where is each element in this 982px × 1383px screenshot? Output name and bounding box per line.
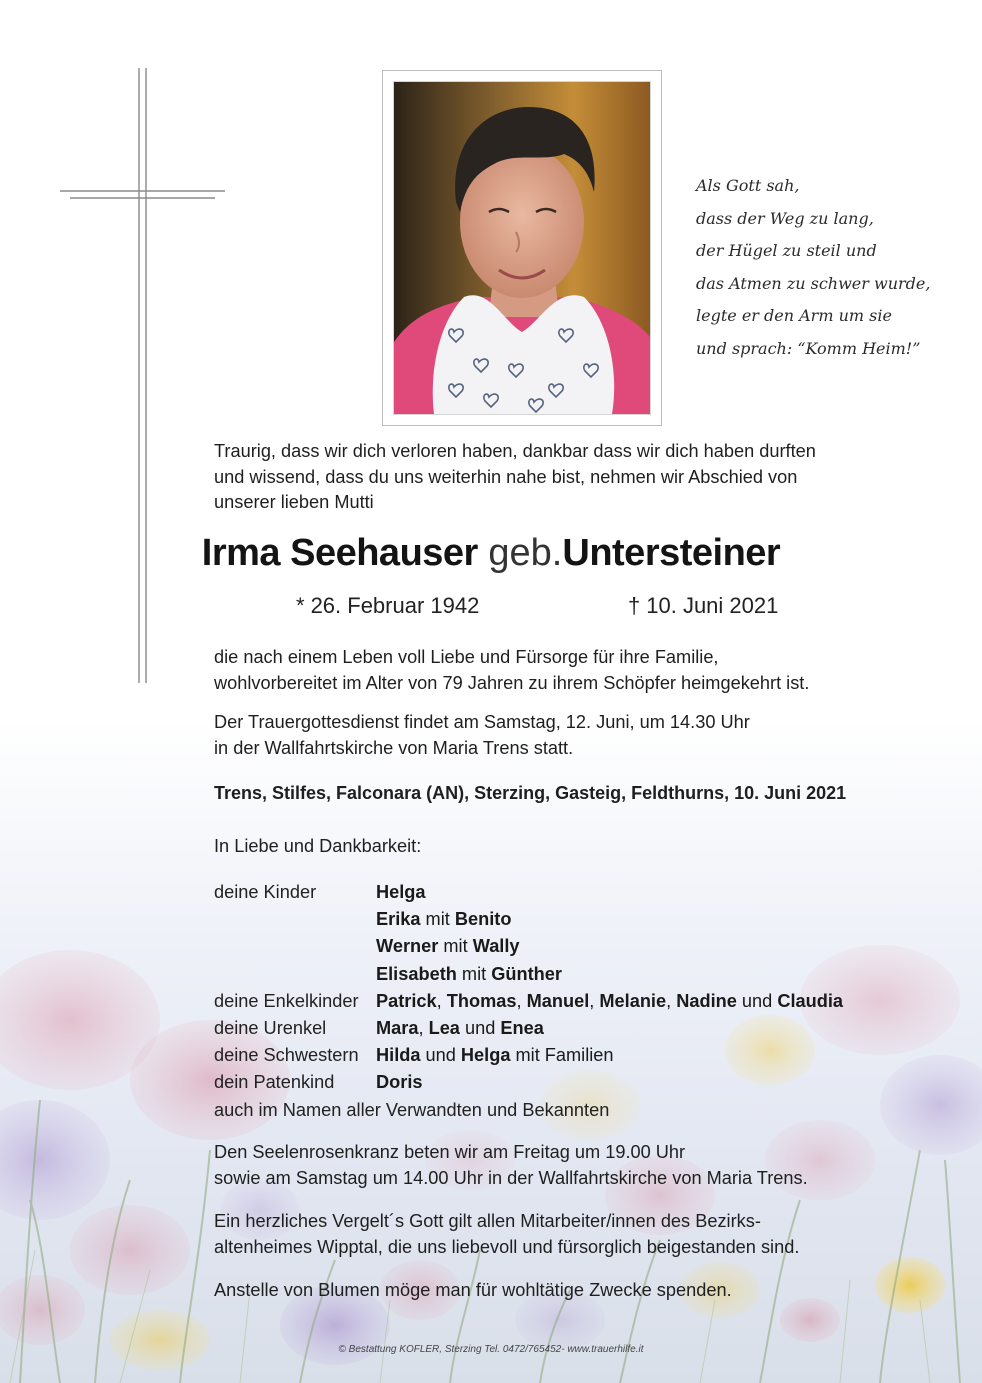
thanks-heading: In Liebe und Dankbarkeit:: [214, 836, 422, 856]
mourner-names: Werner mit Wally: [376, 936, 520, 957]
maiden-name: Untersteiner: [562, 532, 781, 574]
funeral-service-text: [214, 710, 750, 761]
relatives-note: auch im Namen aller Verwandten und Bekannten: [214, 1099, 610, 1120]
gratitude-line: altenheimes Wipptal, die uns liebevoll und fürsorglich beigestanden sind.: [214, 1236, 800, 1257]
mourner-names: Erika mit Benito: [376, 909, 512, 930]
life-line: wohlvorbereitet im Alter von 79 Jahren zu ihrem Schöpfer heimgekehrt ist.: [214, 672, 810, 693]
poem-line: der Hügel zu steil und: [696, 241, 877, 261]
birth-symbol: *: [296, 593, 305, 618]
rosary-text: [214, 1140, 808, 1191]
life-text: [214, 645, 809, 696]
mourner-names: Doris: [376, 1072, 423, 1093]
life-line: die nach einem Leben voll Liebe und Fürsorge für ihre Familie,: [214, 647, 719, 667]
relation-label: deine Schwestern: [214, 1045, 359, 1066]
birth-date: [296, 591, 479, 621]
poem-line: dass der Weg zu lang,: [696, 208, 874, 228]
intro-line: Traurig, dass wir dich verloren haben, dankbar dass wir dich haben durften: [214, 441, 816, 461]
mourner-names: Hilda und Helga mit Familien: [376, 1045, 614, 1066]
intro-line: unserer lieben Mutti: [214, 492, 374, 512]
service-line: in der Wallfahrtskirche von Maria Trens statt.: [214, 737, 574, 758]
places-and-date: Trens, Stilfes, Falconara (AN), Sterzing, Gasteig, Feldthurns, 10. Juni 2021: [214, 783, 847, 803]
nee-label: geb.: [488, 532, 563, 574]
service-line: Der Trauergottesdienst findet am Samstag, 12. Juni, um 14.30 Uhr: [214, 712, 750, 732]
poem-line: das Atmen zu schwer wurde,: [696, 273, 931, 293]
mourner-names: Helga: [376, 882, 426, 902]
birth-date-value: 26. Februar 1942: [310, 593, 480, 618]
poem-line: Als Gott sah,: [696, 176, 800, 195]
name: Irma Seehauser: [201, 532, 478, 574]
poem-line: legte er den Arm um sie: [696, 306, 892, 326]
deceased-name: [0, 528, 982, 578]
poem: [696, 170, 930, 366]
cross-icon: [60, 68, 225, 683]
intro-text: [214, 439, 816, 516]
death-date: [628, 591, 778, 621]
relation-label: deine Kinder: [214, 882, 317, 902]
portrait-illustration: [394, 82, 650, 414]
mourner-names: Mara, Lea und Enea: [376, 1017, 544, 1038]
intro-line: und wissend, dass du uns weiterhin nahe bist, nehmen wir Abschied von: [214, 466, 798, 487]
gratitude-line: Ein herzliches Vergelt´s Gott gilt allen Mitarbeiter/innen des Bezirks-: [214, 1211, 761, 1231]
mourner-names: Patrick, Thomas, Manuel, Melanie, Nadine und Claudia: [376, 990, 844, 1011]
rosary-line: Den Seelenrosenkranz beten wir am Freitag um 19.00 Uhr: [214, 1142, 686, 1162]
donation-note: Anstelle von Blumen möge man für wohltätige Zwecke spenden.: [214, 1280, 732, 1300]
portrait-photo: [393, 81, 651, 415]
poem-line: und sprach: “Komm Heim!”: [696, 338, 921, 358]
relation-label: deine Urenkel: [214, 1017, 327, 1038]
death-symbol: †: [628, 593, 641, 618]
death-date-value: 10. Juni 2021: [646, 593, 779, 618]
relation-label: dein Patenkind: [214, 1072, 335, 1093]
gratitude-text: [214, 1209, 799, 1260]
mourner-names: Elisabeth mit Günther: [376, 963, 562, 984]
funeral-home-footer: © Bestattung KOFLER, Sterzing Tel. 0472/765452- www.trauerhilfe.it: [338, 1344, 644, 1355]
portrait-frame: [382, 70, 662, 426]
relation-label: deine Enkelkinder: [214, 990, 359, 1011]
rosary-line: sowie am Samstag um 14.00 Uhr in der Wallfahrtskirche von Maria Trens.: [214, 1167, 808, 1188]
